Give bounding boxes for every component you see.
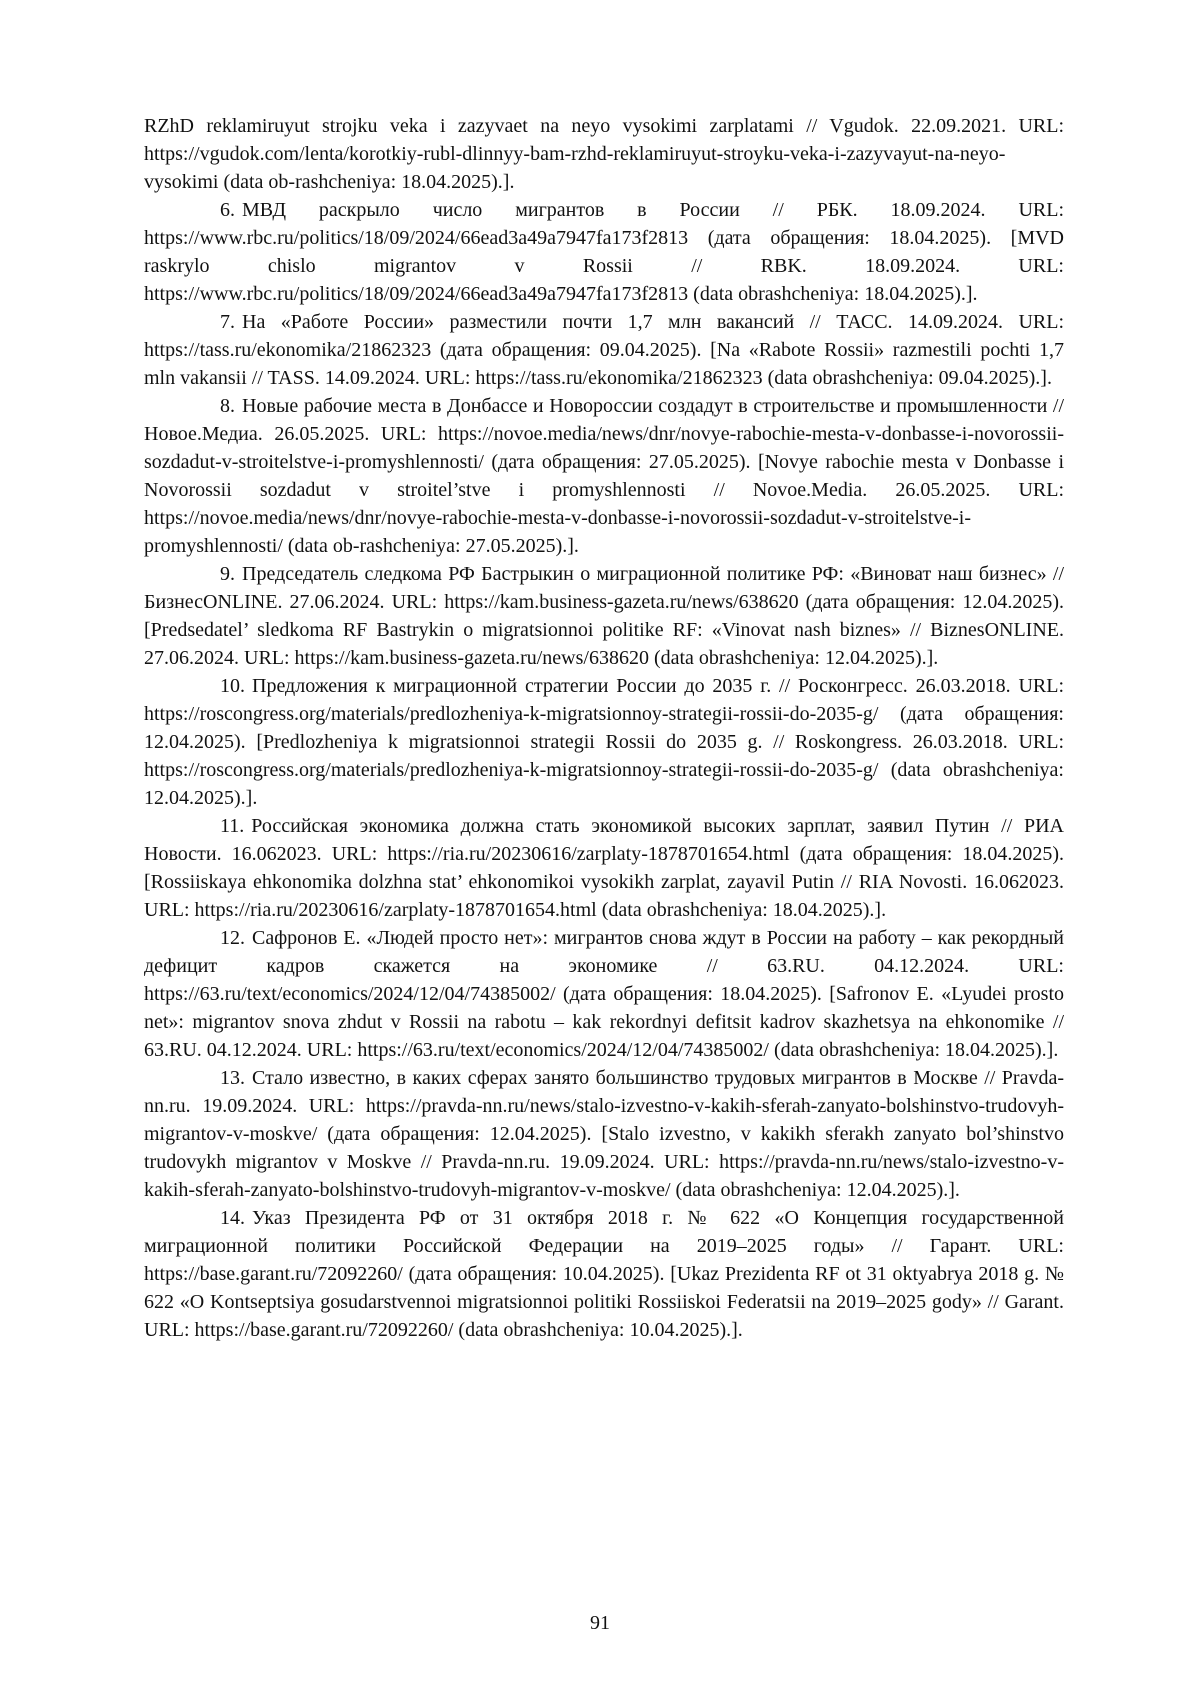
reference-item-10 xyxy=(144,672,1064,812)
reference-item-12 xyxy=(144,924,1064,1064)
reference-number: 7. xyxy=(220,311,235,333)
reference-number: 14. xyxy=(220,1207,245,1229)
reference-number: 6. xyxy=(220,199,235,221)
reference-text: Председатель следкома РФ Бастрыкин о миграционной политике РФ: «Виноват наш бизнес» // БизнесONLINE. 27.06.2024. URL: https://kam.business-gazeta.ru/news/638620 (дата обращения: 12.04.2025). [Predsedatel’ sledkoma RF Bastrykin o migratsionnoi politike RF: «Vinovat nash biznes» // BiznesONLINE. 27.06.2024. URL: https://kam.business-gazeta.ru/news/638620 (data obrashcheniya: 12.04.2025).]. xyxy=(144,563,1064,669)
reference-number: 9. xyxy=(220,563,235,585)
reference-number: 13. xyxy=(220,1067,245,1089)
reference-list xyxy=(144,112,1064,1344)
reference-text: Сафронов Е. «Людей просто нет»: мигрантов снова ждут в России на работу – как рекордный дефицит кадров скажется на экономике // 63.RU. 04.12.2024. URL: https://63.ru/text/economics/2024/12/04/74385002/ (дата обращения: 18.04.2025). [Safronov E. «Lyudei prosto net»: migrantov snova zhdut v Rossii na rabotu – kak rekordnyi defitsit kadrov skazhetsya na ehkonomike // 63.RU. 04.12.2024. URL: https://63.ru/text/economics/2024/12/04/74385002/ (data obrashcheniya: 18.04.2025).]. xyxy=(144,927,1064,1061)
reference-number: 11. xyxy=(220,815,245,837)
reference-item-6 xyxy=(144,196,1064,308)
reference-number: 8. xyxy=(220,395,235,417)
reference-number: 10. xyxy=(220,675,245,697)
reference-number: 12. xyxy=(220,927,245,949)
reference-text: Стало известно, в каких сферах занято большинство трудовых мигрантов в Москве // Pravda-nn.ru. 19.09.2024. URL: https://pravda-nn.ru/news/stalo-izvestno-v-kakih-sferah-zanyato-bolshinstvo-trudovyh-migrantov-v-moskve/ (дата обращения: 12.04.2025). [Stalo izvestno, v kakikh sferakh zanyato bol’shinstvo trudovykh migrantov v Moskve // Pravda-nn.ru. 19.09.2024. URL: https://pravda-nn.ru/news/stalo-izvestno-v-kakih-sferah-zanyato-bolshinstvo-trudovyh-migrantov-v-moskve/ (data obrashcheniya: 12.04.2025).]. xyxy=(144,1067,1064,1201)
reference-item-8 xyxy=(144,392,1064,560)
page-number: 91 xyxy=(590,1612,610,1634)
reference-item-9 xyxy=(144,560,1064,672)
reference-text: Новые рабочие места в Донбассе и Новороссии создадут в строительстве и промышленности // Новое.Медиа. 26.05.2025. URL: https://novoe.media/news/dnr/novye-rabochie-mesta-v-donbasse-i-novorossii-sozdadut-v-stroitelstve-i-promyshlennosti/ (дата обращения: 27.05.2025). [Novye rabochie mesta v Donbasse i Novorossii sozdadut v stroitel’stve i promyshlennosti // Novoe.Media. 26.05.2025. URL: https://novoe.media/news/dnr/novye-rabochie-mesta-v-donbasse-i-novorossii-sozdadut-v-stroitelstve-i-promyshlennosti/ (data ob-rashcheniya: 27.05.2025).]. xyxy=(144,395,1064,557)
reference-text: МВД раскрыло число мигрантов в России // РБК. 18.09.2024. URL: https://www.rbc.ru/politics/18/09/2024/66ead3a49a7947fa173f2813 (дата обращения: 18.04.2025). [MVD raskrylo chislo migrantov v Rossii // RBK. 18.09.2024. URL: https://www.rbc.ru/politics/18/09/2024/66ead3a49a7947fa173f2813 (data obrashcheniya: 18.04.2025).]. xyxy=(144,199,1064,305)
reference-text: Указ Президента РФ от 31 октября 2018 г. № 622 «О Концепция государственной миграционной политики Российской Федерации на 2019–2025 годы» // Гарант. URL: https://base.garant.ru/72092260/ (дата обращения: 10.04.2025). [Ukaz Prezidenta RF ot 31 oktyabrya 2018 g. № 622 «O Kontseptsiya gosudarstvennoi migratsionnoi politiki Rossiiskoi Federatsii na 2019–2025 gody» // Garant. URL: https://base.garant.ru/72092260/ (data obrashcheniya: 10.04.2025).]. xyxy=(144,1207,1064,1341)
reference-text: Предложения к миграционной стратегии России до 2035 г. // Росконгресс. 26.03.2018. URL: https://roscongress.org/materials/predlozheniya-k-migratsionnoy-strategii-rossii-do-2035-g/ (дата обращения: 12.04.2025). [Predlozheniya k migratsionnoi strategii Rossii do 2035 g. // Roskongress. 26.03.2018. URL: https://roscongress.org/materials/predlozheniya-k-migratsionnoy-strategii-rossii-do-2035-g/ (data obrashcheniya: 12.04.2025).]. xyxy=(144,675,1064,809)
reference-item-14 xyxy=(144,1204,1064,1344)
reference-item-11 xyxy=(144,812,1064,924)
reference-text: На «Работе России» разместили почти 1,7 млн вакансий // ТАСС. 14.09.2024. URL: https://tass.ru/ekonomika/21862323 (дата обращения: 09.04.2025). [Na «Rabote Rossii» razmestili pochti 1,7 mln vakansii // TASS. 14.09.2024. URL: https://tass.ru/ekonomika/21862323 (data obrashcheniya: 09.04.2025).]. xyxy=(144,311,1064,389)
reference-continuation: RZhD reklamiruyut strojku veka i zazyvaet na neyo vysokimi zarplatami // Vgudok. 22.09.2021. URL: https://vgudok.com/lenta/korotkiy-rubl-dlinnyy-bam-rzhd-reklamiruyut-stroyku-veka-i-zazyvayut-na-neyo-vysokimi (data ob-rashcheniya: 18.04.2025).]. xyxy=(144,115,1064,193)
reference-item-7 xyxy=(144,308,1064,392)
reference-item-13 xyxy=(144,1064,1064,1204)
reference-text: Российская экономика должна стать экономикой высоких зарплат, заявил Путин // РИА Новости. 16.062023. URL: https://ria.ru/20230616/zarplaty-1878701654.html (дата обращения: 18.04.2025). [Rossiiskaya ehkonomika dolzhna stat’ ehkonomikoi vysokikh zarplat, zayavil Putin // RIA Novosti. 16.062023. URL: https://ria.ru/20230616/zarplaty-1878701654.html (data obrashcheniya: 18.04.2025).]. xyxy=(144,815,1064,921)
